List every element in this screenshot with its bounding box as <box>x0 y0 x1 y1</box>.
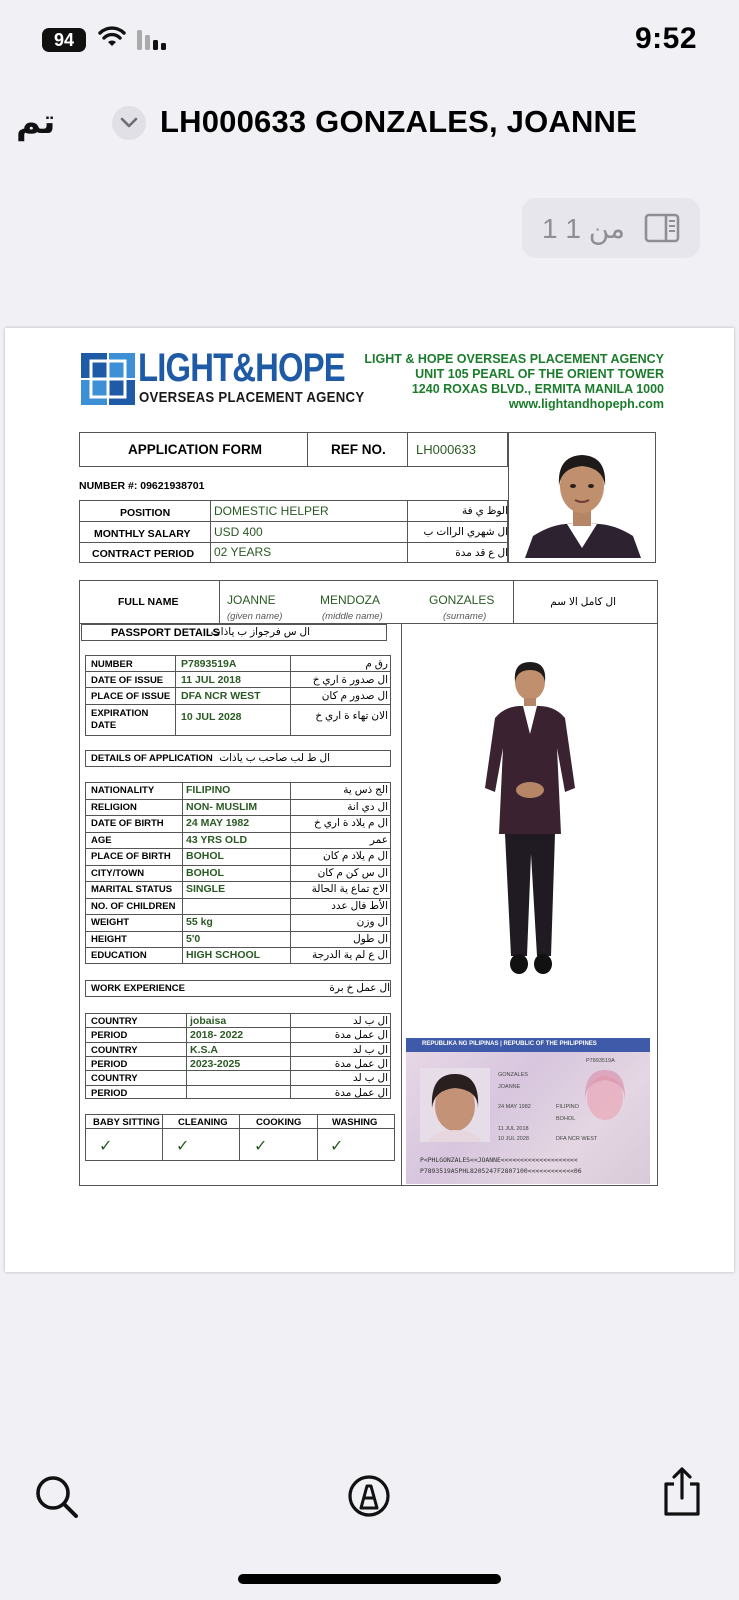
passport-number-arabic: رق م <box>365 658 388 670</box>
skill-washing-check: ✓ <box>330 1138 344 1155</box>
issue-place-arabic: ال صدور م كان <box>321 690 388 702</box>
skill-babysitting-check: ✓ <box>99 1138 113 1155</box>
work-arabic: ال ب لد <box>353 1043 388 1056</box>
skill-washing-label: WASHING <box>332 1117 378 1128</box>
detail-label: DATE OF BIRTH <box>91 818 164 829</box>
detail-value: 24 MAY 1982 <box>186 817 250 829</box>
search-icon[interactable] <box>34 1474 80 1520</box>
passport-image-expiry: 10 JUL 2028 <box>498 1136 529 1142</box>
applicant-full-body-photo <box>465 658 595 992</box>
passport-image <box>406 1038 650 1184</box>
ref-value: LH000633 <box>416 442 476 457</box>
agency-addr2: 1240 ROXAS BLVD., ERMITA MANILA 1000 <box>411 382 664 396</box>
cellular-icon <box>137 30 169 50</box>
salary-value: USD 400 <box>214 525 263 539</box>
agency-logo-text: LIGHT&HOPE <box>138 346 345 390</box>
passport-image-authority: DFA NCR WEST <box>556 1136 598 1142</box>
surname: GONZALES <box>429 593 495 607</box>
issue-date-value: 11 JUL 2018 <box>181 674 241 686</box>
number-line: NUMBER #: 09621938701 <box>79 480 205 492</box>
work-label: COUNTRY <box>91 1016 138 1027</box>
details-arabic: ال ط لب صاحب ب ياذات <box>219 752 330 764</box>
fullname-label: FULL NAME <box>118 596 179 608</box>
work-arabic: ال عمل مدة <box>334 1057 388 1070</box>
passport-image-nat: FILIPINO <box>556 1104 579 1110</box>
detail-value: SINGLE <box>186 883 226 895</box>
passport-number-label: NUMBER <box>91 659 133 670</box>
salary-arabic: ال شهري الراات ب <box>423 526 508 538</box>
passport-image-issue: 11 JUL 2018 <box>498 1126 529 1132</box>
detail-value: BOHOL <box>186 850 224 862</box>
work-value: jobaisa <box>190 1015 227 1027</box>
work-label: COUNTRY <box>91 1073 138 1085</box>
share-icon[interactable] <box>662 1466 702 1518</box>
expiration-value: 10 JUL 2028 <box>181 711 242 723</box>
detail-arabic: ال م يلاد م كان <box>323 850 388 862</box>
detail-arabic: الاج تماع ية الحالة <box>311 883 388 895</box>
passport-mrz-line2: P7893519A5PHL8205247F2807100<<<<<<<<<<<<06 <box>420 1167 582 1175</box>
contract-label: CONTRACT PERIOD <box>92 548 195 560</box>
position-value: DOMESTIC HELPER <box>214 504 329 518</box>
work-label: COUNTRY <box>91 1044 138 1056</box>
detail-label: EDUCATION <box>91 950 147 961</box>
detail-arabic: عمر <box>369 833 388 846</box>
detail-label: WEIGHT <box>91 917 129 928</box>
skill-cooking-check: ✓ <box>254 1138 268 1155</box>
detail-label: CITY/TOWN <box>91 867 145 879</box>
contract-arabic: ال ع قد مدة <box>455 547 508 559</box>
work-arabic: ال عمل خ برة <box>329 982 390 994</box>
issue-place-label: PLACE OF ISSUE <box>91 691 171 702</box>
middle-name: MENDOZA <box>320 593 380 607</box>
document-page[interactable] <box>5 328 734 1272</box>
title-menu-button[interactable] <box>112 106 146 140</box>
detail-arabic: الأط فال عدد <box>331 899 388 912</box>
contract-value: 02 YEARS <box>214 545 272 559</box>
detail-value: 43 YRS OLD <box>186 833 248 846</box>
work-label: PERIOD <box>91 1030 128 1042</box>
sidebar-icon <box>644 213 680 243</box>
detail-arabic: ال ع لم ية الدرجة <box>311 949 388 961</box>
agency-name: LIGHT & HOPE OVERSEAS PLACEMENT AGENCY <box>364 352 664 366</box>
status-bar <box>0 0 739 80</box>
details-label: DETAILS OF APPLICATION <box>91 753 213 764</box>
given-name: JOANNE <box>227 593 276 607</box>
skill-cleaning-check: ✓ <box>176 1138 190 1155</box>
passport-image-given: JOANNE <box>498 1084 521 1090</box>
position-arabic: الوظ ي فة <box>462 505 508 517</box>
markup-icon[interactable] <box>347 1474 391 1518</box>
passport-details-label: PASSPORT DETAILS <box>111 627 220 639</box>
expiration-label: EXPIRATION DATE <box>91 708 149 731</box>
agency-address <box>364 352 664 412</box>
detail-value: NON- MUSLIM <box>186 800 258 813</box>
page-indicator-button[interactable] <box>522 198 700 258</box>
work-arabic: ال عمل مدة <box>334 1086 388 1099</box>
middle-name-hint: (middle name) <box>322 611 383 622</box>
passport-details-arabic: ال س فرجواز ب ياذات <box>210 626 310 638</box>
detail-label: MARITAL STATUS <box>91 884 173 895</box>
home-indicator[interactable] <box>238 1574 501 1584</box>
applicant-headshot <box>515 440 649 558</box>
passport-image-dob: 24 MAY 1982 <box>498 1104 531 1110</box>
detail-value: HIGH SCHOOL <box>186 949 261 961</box>
skill-babysitting-label: BABY SITTING <box>93 1117 160 1128</box>
surname-hint: (surname) <box>443 611 487 622</box>
ref-label: REF NO. <box>331 442 386 457</box>
chevron-down-icon <box>120 116 138 130</box>
clock: 9:52 <box>634 22 697 55</box>
detail-arabic: ال س كن م كان <box>317 866 388 879</box>
fullname-arabic: ال كامل الا سم <box>550 596 616 608</box>
detail-label: NO. OF CHILDREN <box>91 900 176 912</box>
work-label: PERIOD <box>91 1087 128 1099</box>
passport-image-passno: P7893519A <box>586 1058 615 1064</box>
agency-website[interactable]: www.lightandhopeph.com <box>508 397 664 411</box>
passport-image-ghost-photo <box>574 1064 636 1128</box>
agency-logo-subtext: OVERSEAS PLACEMENT AGENCY <box>139 389 365 406</box>
detail-arabic: ال وزن <box>356 916 388 928</box>
detail-arabic: ال دي انة <box>347 800 388 813</box>
detail-label: PLACE OF BIRTH <box>91 851 171 862</box>
detail-arabic: ال طول <box>353 932 388 945</box>
issue-date-arabic: ال صدور ة اري خ <box>312 674 388 686</box>
passport-image-pob: BOHOL <box>556 1116 576 1122</box>
detail-arabic: ال م يلاد ة اري خ <box>314 817 388 829</box>
passport-image-surname: GONZALES <box>498 1072 528 1078</box>
agency-logo-mark <box>81 353 135 405</box>
position-label: POSITION <box>120 507 171 519</box>
issue-date-label: DATE OF ISSUE <box>91 675 164 686</box>
detail-value: BOHOL <box>186 866 224 879</box>
work-label: WORK EXPERIENCE <box>91 983 185 994</box>
skill-cleaning-label: CLEANING <box>178 1117 228 1128</box>
salary-label: MONTHLY SALARY <box>94 528 191 540</box>
agency-addr1: UNIT 105 PEARL OF THE ORIENT TOWER <box>415 367 664 381</box>
done-button[interactable]: تم <box>16 103 56 141</box>
work-value: K.S.A <box>190 1043 219 1056</box>
work-arabic: ال ب لد <box>353 1072 388 1085</box>
detail-label: RELIGION <box>91 801 137 813</box>
detail-value: 55 kg <box>186 916 213 928</box>
work-value: 2023-2025 <box>190 1057 241 1070</box>
page-indicator-label: 1 من 1 <box>542 213 626 244</box>
work-arabic: ال ب لد <box>353 1015 388 1027</box>
work-label: PERIOD <box>91 1058 128 1070</box>
work-value: 2018- 2022 <box>190 1029 244 1042</box>
skill-cooking-label: COOKING <box>256 1117 302 1128</box>
passport-number-value: P7893519A <box>181 658 237 670</box>
passport-image-header: REPUBLIKA NG PILIPINAS | REPUBLIC OF THE PHILIPPINES <box>422 1041 597 1047</box>
expiration-arabic: الان تهاء ة اري خ <box>315 710 388 722</box>
form-title: APPLICATION FORM <box>128 442 262 457</box>
detail-label: AGE <box>91 834 112 846</box>
detail-label: NATIONALITY <box>91 785 155 796</box>
detail-value: 5'0 <box>186 932 201 945</box>
detail-label: HEIGHT <box>91 933 127 945</box>
document-title[interactable]: LH000633 GONZALES, JOANNE <box>160 104 638 139</box>
detail-arabic: الج ذس ية <box>343 784 388 796</box>
passport-mrz-line1: P<PHLGONZALES<<JOANNE<<<<<<<<<<<<<<<<<<<< <box>420 1156 578 1164</box>
work-arabic: ال عمل مدة <box>334 1029 388 1042</box>
detail-value: FILIPINO <box>186 784 231 796</box>
passport-image-photo <box>420 1068 490 1142</box>
given-name-hint: (given name) <box>227 611 283 622</box>
battery-icon: 94 <box>42 28 86 52</box>
wifi-icon <box>98 26 126 48</box>
issue-place-value: DFA NCR WEST <box>181 690 261 702</box>
